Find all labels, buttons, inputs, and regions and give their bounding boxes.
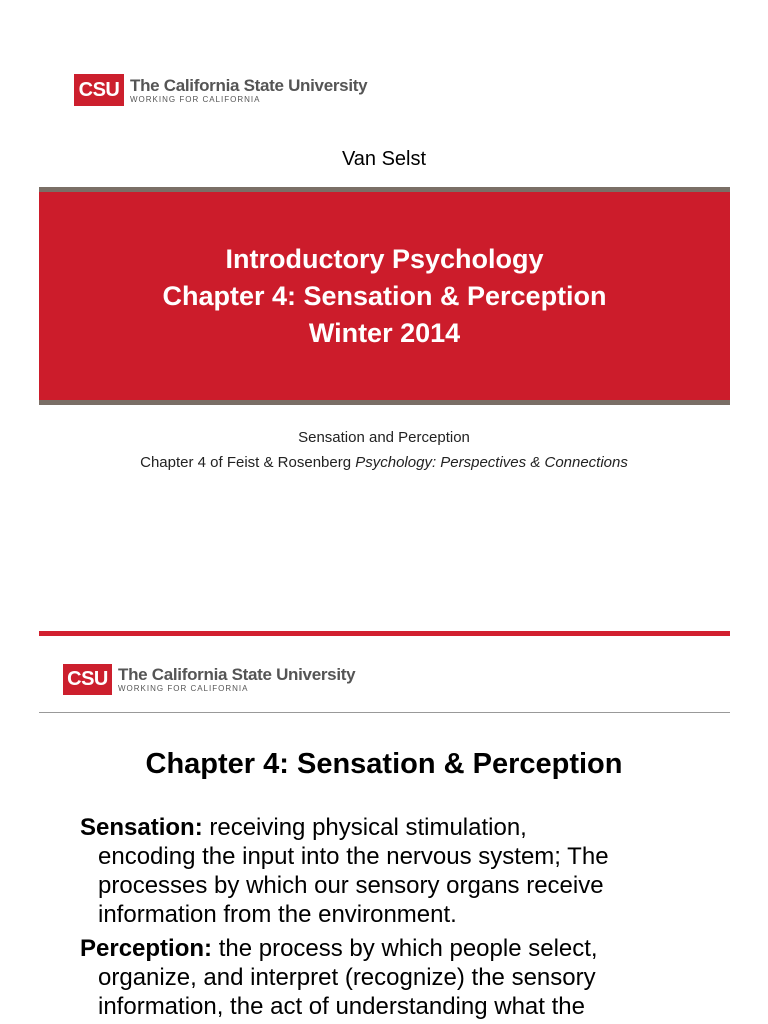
- csu-badge: CSU: [63, 664, 112, 695]
- subtitle-citation: Chapter 4 of Feist & Rosenberg: [140, 454, 356, 471]
- definition-text: information from the environment.: [98, 901, 457, 928]
- csu-badge: CSU: [74, 74, 124, 106]
- header-divider: [39, 712, 730, 713]
- title-banner: [39, 192, 730, 400]
- subtitle-book-title: Psychology: Perspectives & Connections: [355, 454, 628, 471]
- course-title: Introductory Psychology: [225, 243, 544, 274]
- author-name: Van Selst: [341, 148, 427, 170]
- definition-text: processes by which our sensory organs receive: [98, 872, 604, 899]
- university-tagline: WORKING FOR CALIFORNIA: [130, 94, 261, 104]
- definition-text: organize, and interpret (recognize) the sensory: [98, 964, 596, 991]
- subtitle-line-1: Sensation and Perception: [298, 429, 470, 446]
- csu-logo-2: [63, 664, 355, 695]
- slide-title: Chapter 4: Sensation & Perception: [145, 748, 623, 780]
- university-tagline: WORKING FOR CALIFORNIA: [118, 684, 249, 693]
- subtitle-line-2: [0, 454, 768, 471]
- perception-definition: [80, 934, 690, 1021]
- sensation-term: Sensation:: [80, 814, 203, 841]
- university-name: The California State University: [118, 665, 356, 684]
- definition-text: receiving physical stimulation,: [202, 814, 527, 841]
- chapter-title: Chapter 4: Sensation & Perception: [162, 280, 607, 311]
- csu-logo: [74, 74, 367, 106]
- slide-separator: [39, 631, 730, 636]
- definition-text: the process by which people select,: [212, 935, 598, 962]
- bottom-divider-bar: [39, 400, 730, 405]
- university-name: The California State University: [130, 75, 368, 95]
- sensation-definition: [80, 813, 690, 929]
- perception-term: Perception:: [80, 935, 213, 962]
- definition-text: encoding the input into the nervous system; The: [98, 843, 609, 870]
- definition-text: information, the act of understanding what the: [98, 993, 585, 1020]
- term-title: Winter 2014: [308, 317, 461, 348]
